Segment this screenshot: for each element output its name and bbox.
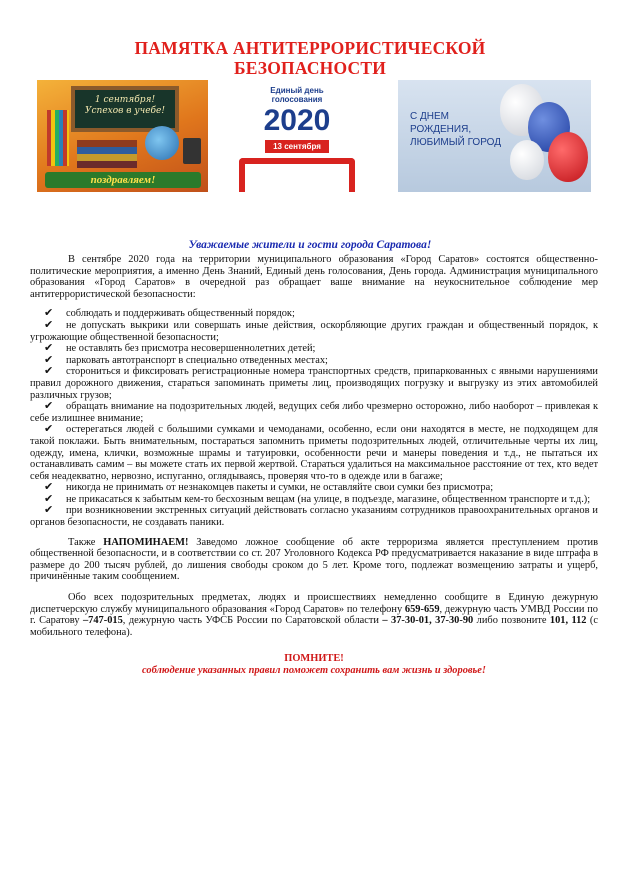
title-line-1: ПАМЯТКА АНТИТЕРРОРИСТИЧЕСКОЙ <box>134 38 486 58</box>
pencils-icon <box>47 110 69 166</box>
reminder-emphasis: НАПОМИНАЕМ! <box>103 536 189 548</box>
list-item: ✔ никогда не принимать от незнакомцев пакеты и сумки, не оставляйте свои сумки без присмотра; <box>44 481 494 494</box>
checkmark-icon: ✔ <box>44 492 54 505</box>
ballot-box-icon <box>239 158 355 192</box>
election-year: 2020 <box>263 104 331 137</box>
remember-text: соблюдение указанных правил поможет сохранить вам жизнь и здоровье! <box>142 665 486 677</box>
checkmark-icon: ✔ <box>44 342 54 355</box>
election-date: 13 сентября <box>265 140 329 153</box>
election-label-2: голосования <box>271 95 323 104</box>
phone-emergency: 101, 112 <box>549 615 587 627</box>
page-title <box>0 38 620 78</box>
rules-list <box>30 308 598 528</box>
contacts-paragraph: Обо всех подозрительных предметах, людях и происшествиях немедленно сообщите в Единую дежурную диспетчерскую службу муниципального образования «Город Саратов» по телефону 659-659, дежурную часть УМВД России по г. Саратову –747-015, дежурную часть УФСБ России по Саратовской области – 37-30-01, 37-30-90 либо позвоните 101, 112 (с мобильного телефона). <box>30 592 599 638</box>
phone-umvd: –747-015 <box>82 615 123 627</box>
balloon-white-icon-2 <box>510 140 544 180</box>
list-item: ✔ остерегаться людей с большими сумками и чемоданами, особенно, если они находятся в месте, не подходящем для такой поклажи. Быть внимательным, постараться запомнить приметы подозрительных людей, отличительные черты их лиц, одежду, имена, клички, возможные шрамы и татуировки, особенности речи и манеры поведения и т.д., не пытаться их останавливать самим – вы можете стать их первой жертвой. Стараться удалиться на максимальное расстояние от тех, кто ведет себя неадекватно, нервозно, испуганно, оглядываясь, проверяя что-то в одежде или в багаже; <box>30 423 598 482</box>
city-line-2: РОЖДЕНИЯ, <box>410 124 472 135</box>
checkmark-icon: ✔ <box>44 400 54 413</box>
city-day-banner <box>398 80 591 192</box>
greeting-heading: Уважаемые жители и гости города Саратова! <box>188 239 432 251</box>
list-item: ✔ не оставлять без присмотра несовершеннолетних детей; <box>44 342 316 355</box>
checkmark-icon: ✔ <box>44 504 54 517</box>
city-line-1: С ДНЕМ <box>410 111 449 122</box>
checkmark-icon: ✔ <box>44 423 54 436</box>
checkmark-icon: ✔ <box>44 365 54 378</box>
board-line-1: 1 сентября! <box>94 95 156 105</box>
list-item: ✔ при возникновении экстренных ситуаций действовать согласно указаниям сотрудников правоохранительных органов и органов безопасности, не создавать паники. <box>30 504 598 529</box>
list-item: ✔ парковать автотранспорт в специально отведенных местах; <box>44 353 328 366</box>
list-item: ✔ не прикасаться к забытым кем-то бесхозным вещам (на улице, в подъезде, магазине, общественном транспорте и т.д.); <box>44 492 591 505</box>
checkmark-icon: ✔ <box>44 481 54 494</box>
list-item: ✔ обращать внимание на подозрительных людей, ведущих себя либо чрезмерно осторожно, либо наоборот – привлекая к себе излишнее внимание; <box>30 400 598 424</box>
list-item: ✔ сторониться и фиксировать регистрационные номера транспортных средств, припаркованных с явными нарушениями правил дорожного движения, стараться запоминать приметы лиц, производящих погрузку и выгрузку из этих автомобилей различных грузов; <box>30 365 598 401</box>
list-item: ✔ соблюдать и поддерживать общественный порядок; <box>44 307 295 320</box>
election-banner <box>231 80 363 192</box>
election-label-1: Единый день <box>270 86 324 95</box>
board-line-2: Успехов в учебе! <box>85 106 165 116</box>
school-banner <box>37 80 208 192</box>
checkmark-icon: ✔ <box>44 307 54 320</box>
calculator-icon <box>183 138 201 164</box>
congrats-ribbon: поздравляем! <box>45 172 201 188</box>
memo-body <box>30 254 598 677</box>
title-line-2: БЕЗОПАСНОСТИ <box>233 58 387 78</box>
intro-paragraph: В сентябре 2020 года на территории муниципального образования «Город Саратов» состоятся общественно-политические мероприятия, а именно День Знаний, Единый день голосования, День города. Администрация муниципального образования «Город Саратов» в очередной раз обращает ваше внимание на неукоснительное соблюдение мер антитеррористической безопасности: <box>30 254 598 300</box>
balloon-red-icon <box>548 132 588 182</box>
city-line-3: ЛЮБИМЫЙ ГОРОД <box>410 137 501 148</box>
list-item: ✔ не допускать выкрики или совершать иные действия, оскорбляющие других граждан и общественный порядок, к угрожающие общественной безопасности; <box>30 318 598 343</box>
phone-edds: 659-659 <box>404 603 440 615</box>
remember-heading: ПОМНИТЕ! <box>284 653 344 665</box>
globe-icon <box>145 126 179 160</box>
reminder-paragraph: Также НАПОМИНАЕМ! Заведомо ложное сообщение об акте терроризма является преступлением против общественной безопасности, и в соответствии со ст. 207 Уголовного Кодекса РФ предусматривается наказание в виде штрафа в размере до 200 тысяч рублей, до лишения свободы сроком до 5 лет. Кроме того, подлежат возмещению затраты и ущерб, причинённые таким сообщением. <box>30 536 598 583</box>
checkmark-icon: ✔ <box>44 353 54 366</box>
phone-ufsb: – 37-30-01, 37-30-90 <box>382 615 474 627</box>
books-icon <box>77 140 137 168</box>
checkmark-icon: ✔ <box>44 318 54 331</box>
